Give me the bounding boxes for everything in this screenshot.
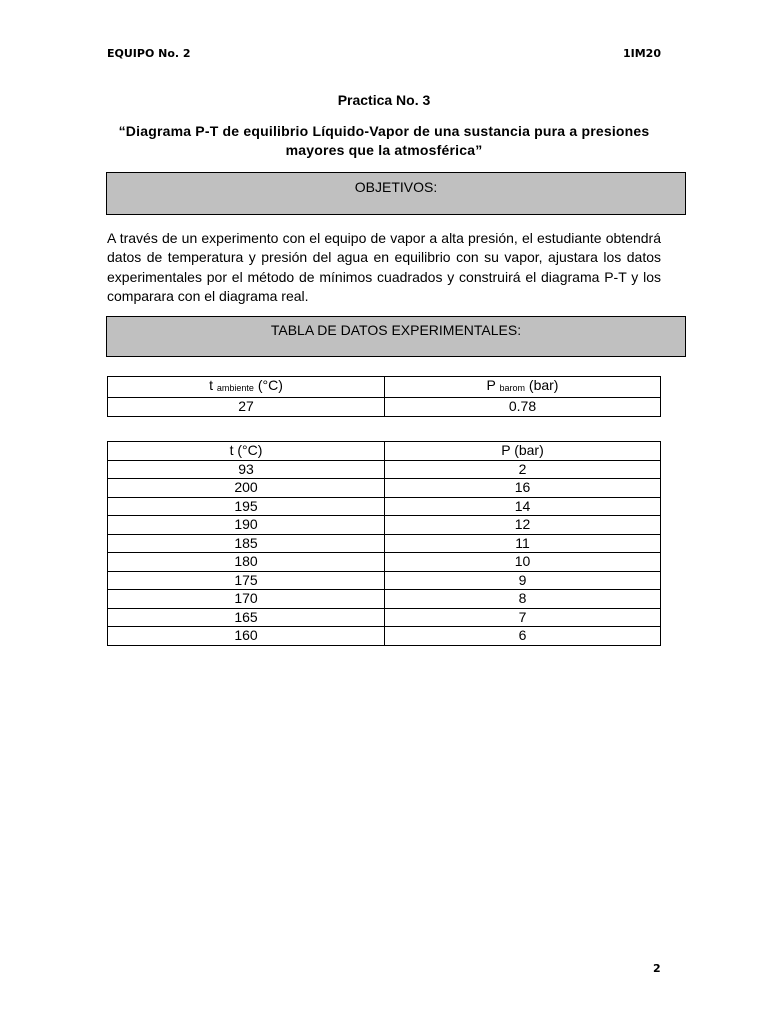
table-row [108,479,661,498]
pressure-cell: 2 [385,460,661,479]
table-row [108,460,661,479]
temperature-cell: 195 [108,497,385,516]
pressure-cell: 10 [385,553,661,572]
table-row [108,398,661,417]
objectives-heading-box [106,172,686,215]
table-row [108,627,661,646]
temperature-cell: 93 [108,460,385,479]
pressure-cell: 16 [385,479,661,498]
temperature-cell: 185 [108,534,385,553]
ambient-temp-value: 27 [108,398,385,417]
pressure-header: P (bar) [385,442,661,461]
objectives-heading: OBJETIVOS: [354,179,438,195]
barometric-pressure-value: 0.78 [385,398,661,417]
pressure-cell: 9 [385,571,661,590]
table-row [108,608,661,627]
objectives-paragraph: A través de un experimento con el equipo de vapor a alta presión, el estudiante obtendrá datos de temperatura y presión del agua en equilibrio con su vapor, ajustara los datos experimentales por el método de mínimos cuadrados y construirá el diagrama P-T y los comparara con el diagrama real. [107,230,661,304]
experimental-data-table [107,441,661,646]
temperature-cell: 180 [108,553,385,572]
temperature-cell: 170 [108,590,385,609]
temperature-cell: 175 [108,571,385,590]
table-row [108,590,661,609]
ambient-conditions-table [107,376,661,417]
table-row [108,553,661,572]
table-row [108,516,661,535]
pressure-cell: 8 [385,590,661,609]
data-table-heading: TABLA DE DATOS EXPERIMENTALES: [270,322,522,338]
barometric-pressure-header: P $_{barom}$ (bar) [385,377,661,398]
pressure-cell: 6 [385,627,661,646]
table-header-row [108,377,661,398]
page-number: 2 [653,962,661,975]
practice-title: Practica No. 3 [337,92,431,108]
pressure-cell: 12 [385,516,661,535]
pressure-cell: 11 [385,534,661,553]
temperature-cell: 165 [108,608,385,627]
pressure-cell: 7 [385,608,661,627]
temperature-cell: 190 [108,516,385,535]
data-table-heading-box [106,316,686,357]
temperature-header: t (°C) [108,442,385,461]
ambient-temp-header: t $_{ambiente}$ (°C) [108,377,385,398]
pressure-cell: 14 [385,497,661,516]
temperature-cell: 200 [108,479,385,498]
temperature-cell: 160 [108,627,385,646]
practice-subtitle: “Diagrama P-T de equilibrio Líquido-Vapor de una sustancia pura a presiones mayores que la atmosférica” [118,123,650,158]
table-header-row [108,442,661,461]
header-team: EQUIPO No. 2 [107,47,191,60]
table-row [108,534,661,553]
table-row [108,571,661,590]
header-group: 1IM20 [622,47,661,60]
table-row [108,497,661,516]
